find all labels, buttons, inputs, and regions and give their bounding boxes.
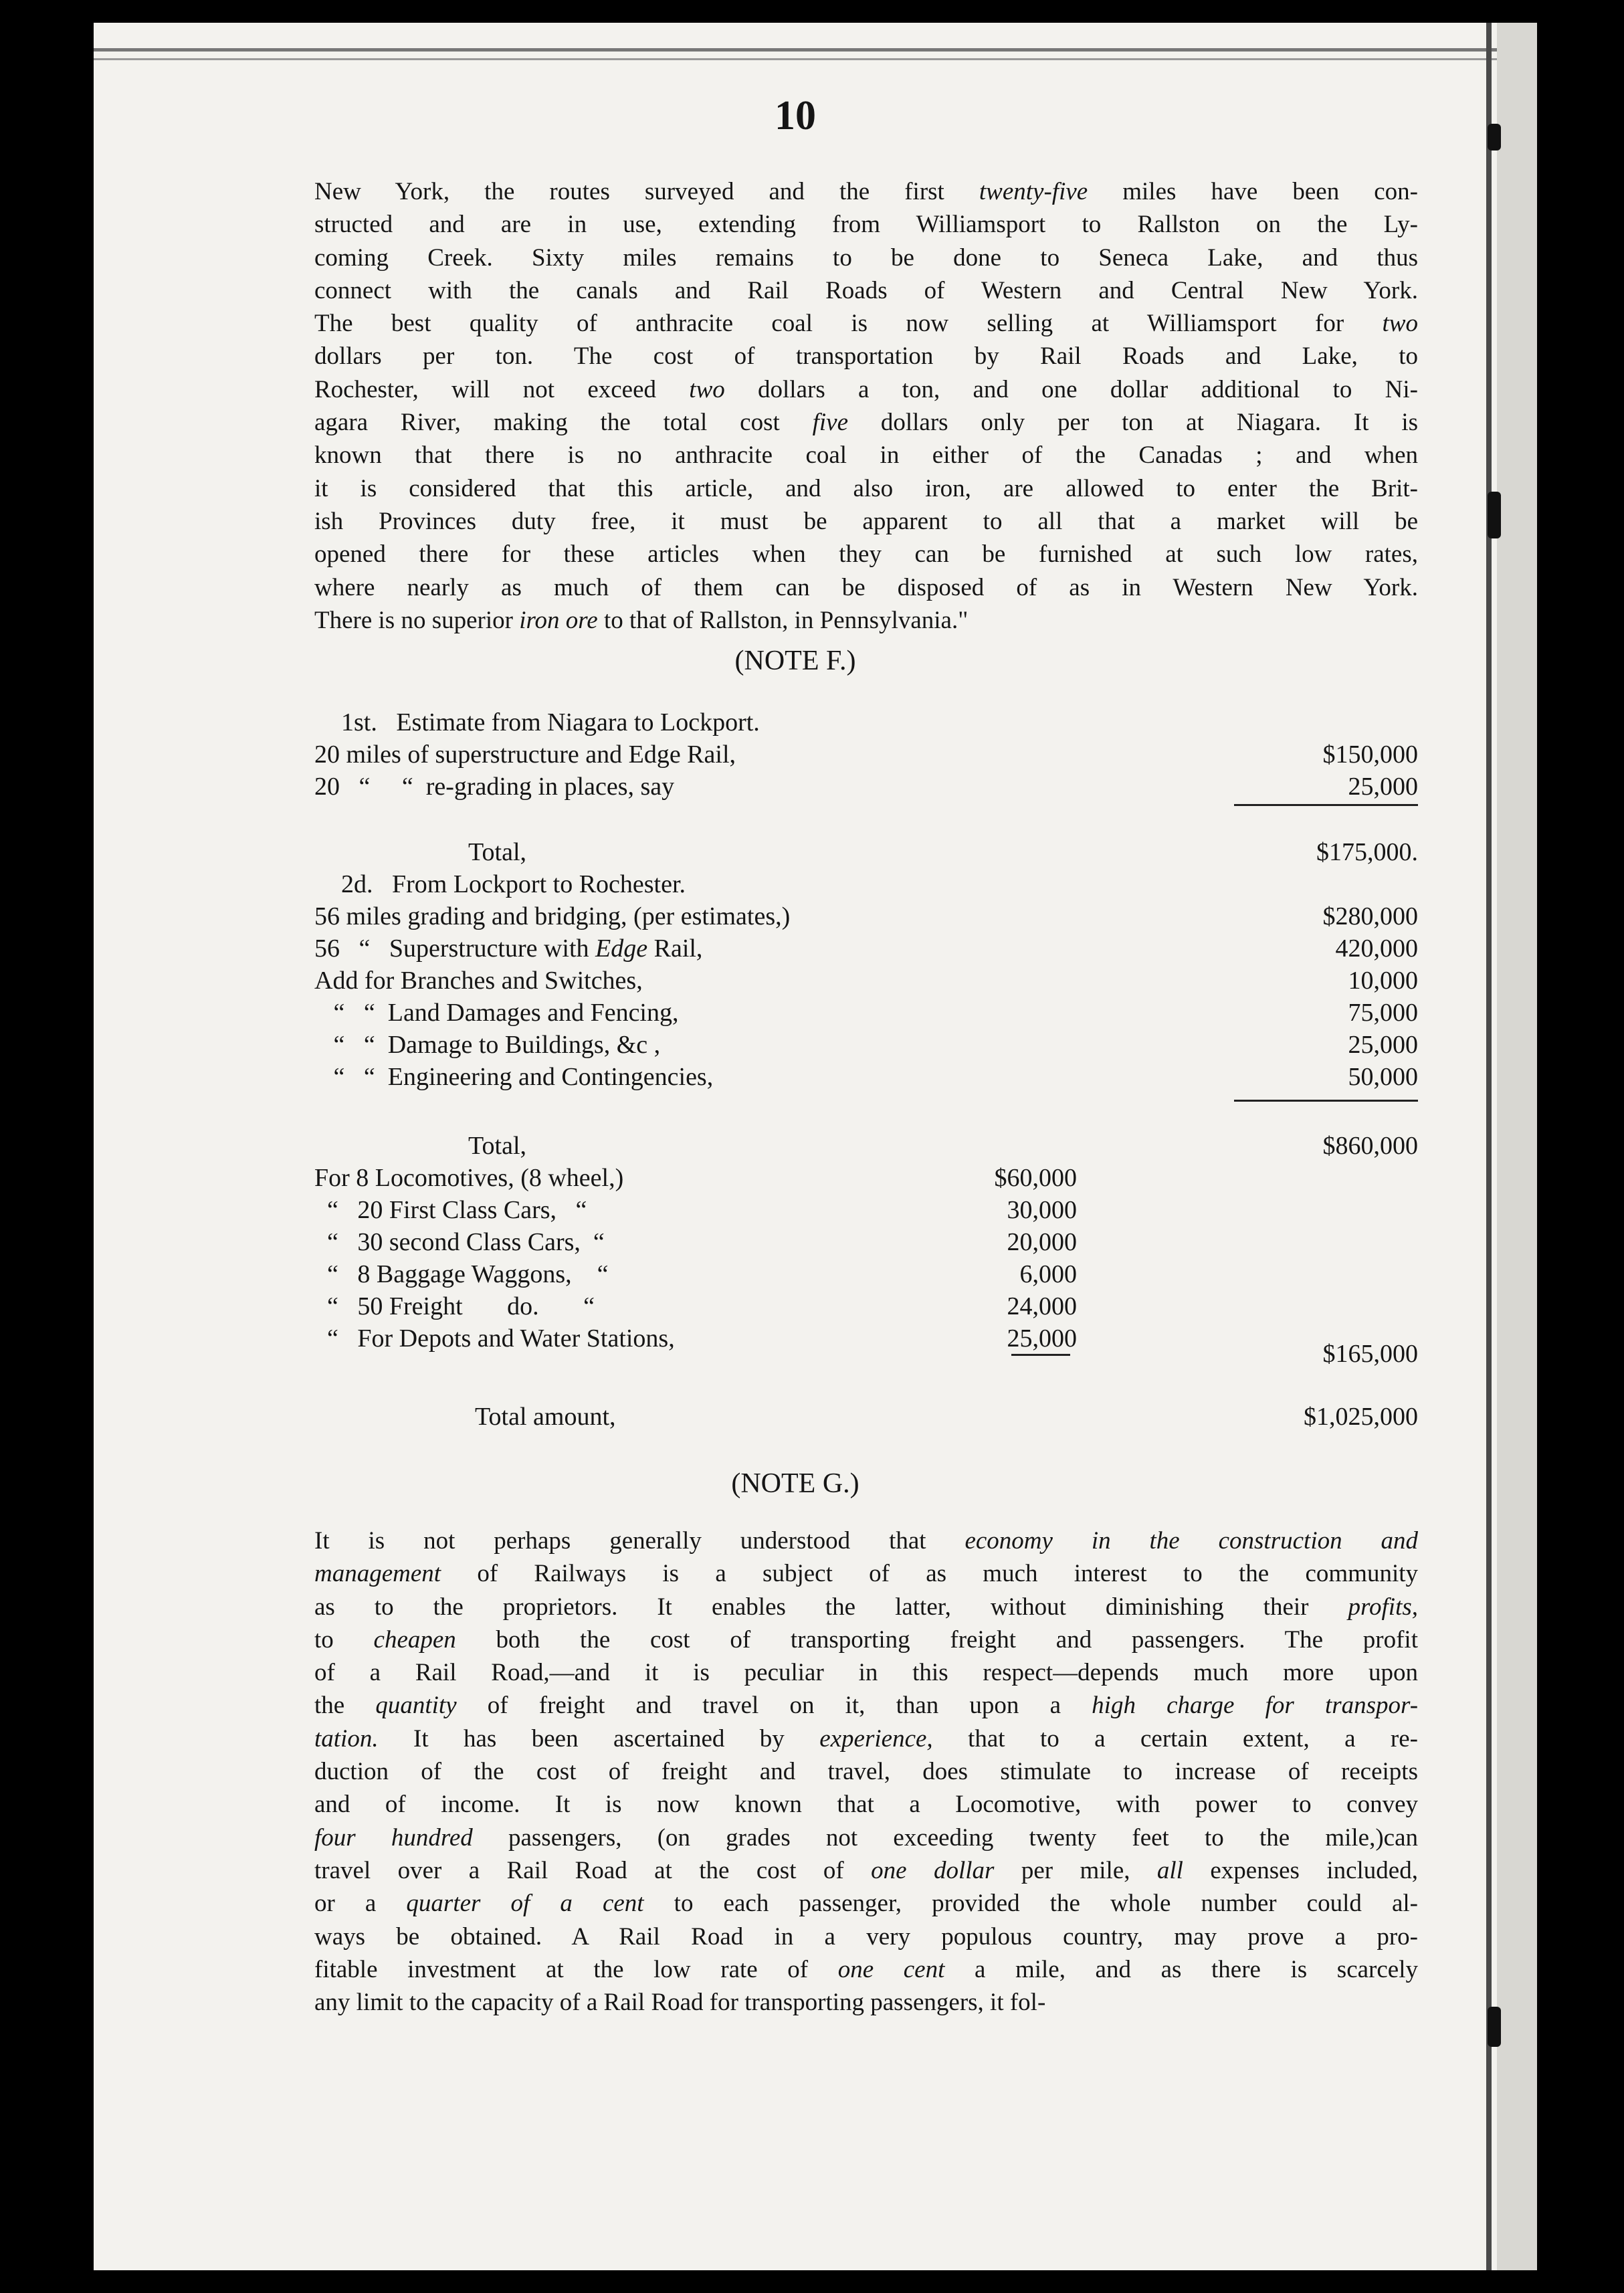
estimate-row [94, 738, 1497, 771]
paragraph-rail-roads-coal [314, 175, 1418, 637]
text-line: structed and are in use, extending from Williamsport to Rallston on the Ly- [314, 211, 1418, 239]
text-line: to cheapen both the cost of transporting freight and passengers. The profit [314, 1625, 1418, 1654]
section-2-total-row [94, 1130, 1497, 1162]
row-amount: 20,000 [1007, 1228, 1077, 1256]
row-label: “ 8 Baggage Waggons, “ [314, 1260, 609, 1288]
text-line: coming Creek. Sixty miles remains to be done to Seneca Lake, and thus [314, 243, 1418, 272]
text-line: fitable investment at the low rate of one cent a mile, and as there is scarcely [314, 1955, 1418, 1983]
text-line: Rochester, will not exceed two dollars a ton, and one dollar additional to Ni- [314, 375, 1418, 403]
binding-mark [1488, 124, 1501, 151]
text-line: the quantity of freight and travel on it, than upon a high charge for transpor- [314, 1692, 1419, 1720]
row-amount: 6,000 [1019, 1260, 1077, 1288]
text-line: management of Railways is a subject of as much interest to the community [314, 1560, 1418, 1588]
section-1-total-row [94, 836, 1497, 868]
note-f-heading: (NOTE F.) [734, 645, 856, 676]
estimate-row [94, 932, 1497, 965]
text-line: ways be obtained. A Rail Road in a very populous country, may prove a pro- [314, 1922, 1418, 1951]
equipment-row [94, 1290, 1497, 1322]
row-label: “ “ Engineering and Contingencies, [314, 1063, 714, 1091]
row-amount: 50,000 [1348, 1063, 1418, 1091]
text-line: dollars per ton. The cost of transportation by Rail Roads and Lake, to [314, 342, 1418, 371]
section-1-title [94, 706, 1497, 738]
row-label: “ “ Land Damages and Fencing, [314, 999, 679, 1027]
row-amount: 25,000 [1348, 773, 1418, 801]
row-label: “ 20 First Class Cars, “ [314, 1196, 587, 1224]
sum-rule [1234, 804, 1418, 806]
text-line: known that there is no anthracite coal in either of the Canadas ; and when [314, 441, 1418, 470]
row-label: 56 “ Superstructure with Edge Rail, [314, 934, 703, 963]
text-line: as to the proprietors. It enables the latter, without diminishing their profits, [314, 1593, 1418, 1621]
row-label: 1st. Estimate from Niagara to Lockport. [341, 708, 760, 736]
text-line: There is no superior iron ore to that of Rallston, in Pennsylvania." [314, 606, 969, 634]
binding-mark [1488, 2007, 1501, 2047]
grand-total-row [94, 1401, 1497, 1433]
text-line: and of income. It is now known that a Locomotive, with power to convey [314, 1791, 1418, 1819]
row-amount: 30,000 [1007, 1196, 1077, 1224]
row-label: 2d. From Lockport to Rochester. [341, 870, 686, 898]
row-label: For 8 Locomotives, (8 wheel,) [314, 1164, 624, 1192]
text-line: duction of the cost of freight and travel, does stimulate to increase of receipts [314, 1758, 1418, 1786]
page-top-rule [94, 48, 1497, 60]
row-label: “ For Depots and Water Stations, [314, 1324, 675, 1353]
estimate-row [94, 1029, 1497, 1061]
row-label: 20 “ “ re-grading in places, say [314, 773, 675, 801]
row-amount: 10,000 [1348, 967, 1418, 995]
adjacent-page-edge [1497, 23, 1537, 2270]
equipment-row [94, 1258, 1497, 1290]
text-line: four hundred passengers, (on grades not exceeding twenty feet to the mile,)can [314, 1823, 1418, 1852]
equipment-row [94, 1194, 1497, 1226]
equipment-row [94, 1226, 1497, 1258]
text-line: any limit to the capacity of a Rail Road for transporting passengers, it fol- [314, 1989, 1046, 2017]
row-amount: $150,000 [1322, 740, 1418, 769]
text-line: or a quarter of a cent to each passenger, provided the whole number could al- [314, 1890, 1418, 1918]
equipment-row [94, 1162, 1497, 1194]
text-line: agara River, making the total cost five dollars only per ton at Niagara. It is [314, 409, 1419, 437]
sum-rule [1234, 1100, 1418, 1102]
equipment-total-row [94, 1338, 1497, 1370]
binding-mark [1488, 492, 1501, 538]
row-amount: $60,000 [994, 1164, 1077, 1192]
row-label: Total amount, [475, 1403, 616, 1431]
estimate-row [94, 997, 1497, 1029]
page-binding-edge [1486, 23, 1492, 2270]
section-2-title [94, 868, 1497, 900]
row-amount: $860,000 [1322, 1132, 1418, 1160]
row-amount: $280,000 [1322, 902, 1418, 930]
text-line: of a Rail Road,—and it is peculiar in this respect—depends much more upon [314, 1659, 1418, 1687]
row-amount: $175,000. [1316, 838, 1418, 866]
scanned-page [94, 23, 1497, 2270]
row-label: “ 30 second Class Cars, “ [314, 1228, 605, 1256]
text-line: connect with the canals and Rail Roads of Western and Central New York. [314, 276, 1418, 304]
row-label: Add for Branches and Switches, [314, 967, 643, 995]
text-line: it is considered that this article, and also iron, are allowed to enter the Brit- [314, 474, 1418, 502]
row-amount: 25,000 [1007, 1324, 1077, 1353]
row-amount: 24,000 [1007, 1292, 1077, 1320]
text-line: New York, the routes surveyed and the first twenty-five miles have been con- [314, 178, 1418, 205]
note-g-heading: (NOTE G.) [731, 1468, 859, 1499]
row-amount: $165,000 [1322, 1340, 1418, 1368]
row-amount: 25,000 [1348, 1031, 1418, 1059]
text-line: travel over a Rail Road at the cost of one dollar per mile, all expenses included, [314, 1856, 1418, 1884]
row-label: 20 miles of superstructure and Edge Rail, [314, 740, 736, 769]
text-line: It is not perhaps generally understood that economy in the construction and [314, 1527, 1418, 1555]
row-amount: 420,000 [1335, 934, 1418, 963]
row-label: Total, [468, 838, 527, 866]
estimate-row [94, 900, 1497, 932]
row-amount: $1,025,000 [1304, 1403, 1418, 1431]
text-line: ish Provinces duty free, it must be apparent to all that a market will be [314, 507, 1418, 535]
row-label: “ 50 Freight do. “ [314, 1292, 595, 1320]
row-amount: 75,000 [1348, 999, 1418, 1027]
estimate-row [94, 1061, 1497, 1093]
text-line: tation. It has been ascertained by experience, that to a certain extent, a re- [314, 1724, 1418, 1753]
row-label: Total, [468, 1132, 527, 1160]
estimate-row [94, 771, 1497, 803]
estimate-row [94, 965, 1497, 997]
text-line: opened there for these articles when they can be furnished at such low rates, [314, 540, 1418, 569]
text-line: where nearly as much of them can be disposed of as in Western New York. [314, 573, 1418, 601]
page-number: 10 [775, 93, 816, 138]
paragraph-economy-railways [314, 1524, 1418, 2019]
text-line: The best quality of anthracite coal is now selling at Williamsport for two [314, 310, 1418, 338]
row-label: “ “ Damage to Buildings, &c , [314, 1031, 661, 1059]
row-label: 56 miles grading and bridging, (per estimates,) [314, 902, 791, 930]
